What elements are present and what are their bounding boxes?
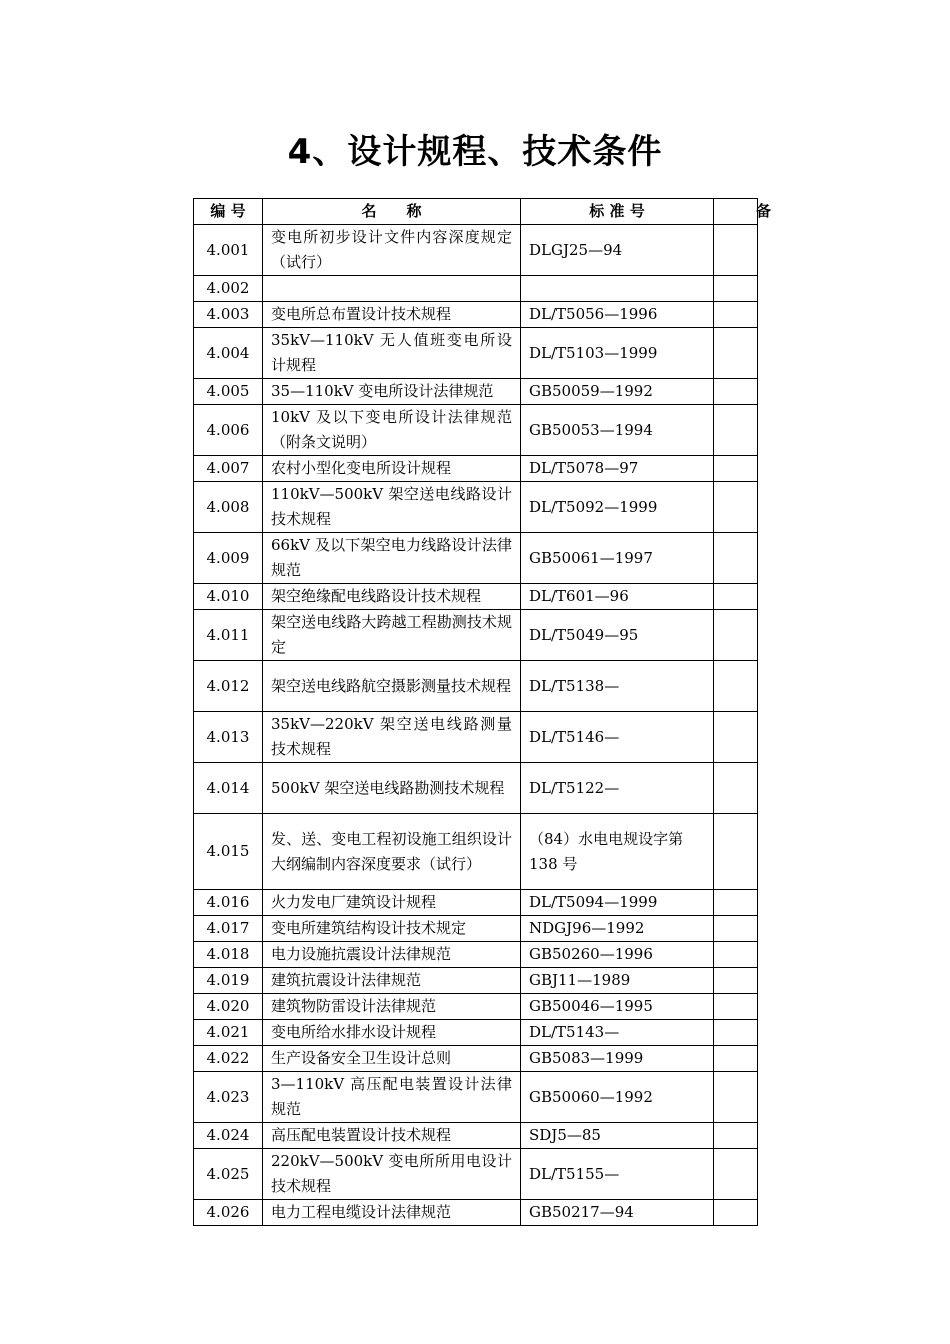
cell-name: 电力工程电缆设计法律规范 [263, 1200, 521, 1226]
table-row [194, 379, 758, 405]
cell-standard: DL/T5122— [521, 763, 714, 814]
table-row [194, 763, 758, 814]
cell-name: 架空绝缘配电线路设计技术规程 [263, 584, 521, 610]
cell-remark [714, 968, 758, 994]
table-row [194, 1149, 758, 1200]
cell-remark [714, 994, 758, 1020]
cell-standard: DL/T5056—1996 [521, 302, 714, 328]
cell-no: 4.021 [194, 1020, 263, 1046]
cell-name: 变电所初步设计文件内容深度规定（试行） [263, 225, 521, 276]
table-row [194, 584, 758, 610]
cell-remark [714, 890, 758, 916]
header-remark-text: 备 [756, 202, 772, 220]
cell-name: 发、送、变电工程初设施工组织设计大纲编制内容深度要求（试行） [263, 814, 521, 890]
cell-no: 4.007 [194, 456, 263, 482]
cell-no: 4.011 [194, 610, 263, 661]
cell-remark [714, 276, 758, 302]
cell-name: 架空送电线路大跨越工程勘测技术规定 [263, 610, 521, 661]
table-row [194, 890, 758, 916]
table-row [194, 1200, 758, 1226]
cell-standard: SDJ5—85 [521, 1123, 714, 1149]
cell-name: 建筑抗震设计法律规范 [263, 968, 521, 994]
cell-remark [714, 1020, 758, 1046]
cell-no: 4.014 [194, 763, 263, 814]
table-row [194, 405, 758, 456]
cell-standard: GB50059—1992 [521, 379, 714, 405]
table-row [194, 968, 758, 994]
cell-no: 4.004 [194, 328, 263, 379]
cell-name: 电力设施抗震设计法律规范 [263, 942, 521, 968]
cell-name: 生产设备安全卫生设计总则 [263, 1046, 521, 1072]
cell-name: 110kV—500kV 架空送电线路设计技术规程 [263, 482, 521, 533]
cell-standard: DL/T5155— [521, 1149, 714, 1200]
table-row [194, 1072, 758, 1123]
table-body [194, 225, 758, 1226]
cell-standard: DL/T5078—97 [521, 456, 714, 482]
table-row [194, 994, 758, 1020]
table-row [194, 533, 758, 584]
cell-no: 4.009 [194, 533, 263, 584]
table-row [194, 276, 758, 302]
table-row [194, 712, 758, 763]
cell-remark [714, 916, 758, 942]
cell-no: 4.008 [194, 482, 263, 533]
cell-no: 4.001 [194, 225, 263, 276]
cell-standard: DL/T5138— [521, 661, 714, 712]
cell-standard [521, 276, 714, 302]
cell-no: 4.026 [194, 1200, 263, 1226]
table-row [194, 302, 758, 328]
cell-remark [714, 610, 758, 661]
table-row [194, 661, 758, 712]
cell-name: 高压配电装置设计技术规程 [263, 1123, 521, 1149]
cell-name: 220kV—500kV 变电所所用电设计技术规程 [263, 1149, 521, 1200]
cell-name: 500kV 架空送电线路勘测技术规程 [263, 763, 521, 814]
cell-standard: GBJ11—1989 [521, 968, 714, 994]
cell-remark [714, 1200, 758, 1226]
cell-no: 4.017 [194, 916, 263, 942]
cell-no: 4.003 [194, 302, 263, 328]
cell-name: 变电所给水排水设计规程 [263, 1020, 521, 1046]
table-row [194, 1123, 758, 1149]
cell-name: 35—110kV 变电所设计法律规范 [263, 379, 521, 405]
header-remark [714, 199, 772, 225]
cell-no: 4.019 [194, 968, 263, 994]
cell-standard: DL/T5143— [521, 1020, 714, 1046]
cell-no: 4.020 [194, 994, 263, 1020]
table-row [194, 814, 758, 890]
cell-remark [714, 1149, 758, 1200]
cell-standard: （84）水电电规设字第138 号 [521, 814, 714, 890]
cell-remark [714, 814, 758, 890]
cell-remark [714, 482, 758, 533]
cell-name: 10kV 及以下变电所设计法律规范（附条文说明） [263, 405, 521, 456]
cell-no: 4.024 [194, 1123, 263, 1149]
cell-name: 3—110kV 高压配电装置设计法律规范 [263, 1072, 521, 1123]
header-name: 名 称 [263, 199, 521, 225]
cell-no: 4.005 [194, 379, 263, 405]
cell-remark [714, 712, 758, 763]
table-row [194, 328, 758, 379]
cell-name: 变电所建筑结构设计技术规定 [263, 916, 521, 942]
page-title: 4、设计规程、技术条件 [287, 132, 663, 172]
table-row [194, 1020, 758, 1046]
cell-standard: GB50046—1995 [521, 994, 714, 1020]
table-row [194, 225, 758, 276]
cell-standard: DL/T5049—95 [521, 610, 714, 661]
cell-no: 4.018 [194, 942, 263, 968]
cell-remark [714, 1123, 758, 1149]
table-row [194, 942, 758, 968]
cell-name: 35kV—220kV 架空送电线路测量技术规程 [263, 712, 521, 763]
table-row [194, 456, 758, 482]
cell-standard: DL/T5146— [521, 712, 714, 763]
cell-standard: GB50260—1996 [521, 942, 714, 968]
cell-standard: GB50061—1997 [521, 533, 714, 584]
standards-table [193, 198, 772, 1226]
cell-name: 建筑物防雷设计法律规范 [263, 994, 521, 1020]
cell-remark [714, 379, 758, 405]
cell-standard: GB50060—1992 [521, 1072, 714, 1123]
cell-no: 4.010 [194, 584, 263, 610]
header-no: 编 号 [194, 199, 263, 225]
cell-no: 4.006 [194, 405, 263, 456]
cell-name: 农村小型化变电所设计规程 [263, 456, 521, 482]
cell-no: 4.002 [194, 276, 263, 302]
cell-no: 4.013 [194, 712, 263, 763]
cell-remark [714, 405, 758, 456]
cell-no: 4.015 [194, 814, 263, 890]
cell-standard: NDGJ96—1992 [521, 916, 714, 942]
cell-remark [714, 661, 758, 712]
cell-standard: GB5083—1999 [521, 1046, 714, 1072]
cell-standard: DL/T601—96 [521, 584, 714, 610]
cell-name: 架空送电线路航空摄影测量技术规程 [263, 661, 521, 712]
cell-remark [714, 302, 758, 328]
cell-standard: DL/T5092—1999 [521, 482, 714, 533]
cell-standard: DL/T5103—1999 [521, 328, 714, 379]
cell-remark [714, 533, 758, 584]
cell-remark [714, 763, 758, 814]
table-row [194, 916, 758, 942]
table-row [194, 610, 758, 661]
cell-name: 66kV 及以下架空电力线路设计法律规范 [263, 533, 521, 584]
cell-standard: DLGJ25—94 [521, 225, 714, 276]
cell-name [263, 276, 521, 302]
cell-remark [714, 456, 758, 482]
cell-standard: GB50217—94 [521, 1200, 714, 1226]
cell-name: 火力发电厂建筑设计规程 [263, 890, 521, 916]
cell-no: 4.012 [194, 661, 263, 712]
cell-remark [714, 1046, 758, 1072]
cell-remark [714, 225, 758, 276]
cell-standard: DL/T5094—1999 [521, 890, 714, 916]
cell-standard: GB50053—1994 [521, 405, 714, 456]
cell-no: 4.023 [194, 1072, 263, 1123]
header-standard: 标 准 号 [521, 199, 714, 225]
cell-remark [714, 1072, 758, 1123]
cell-remark [714, 328, 758, 379]
cell-name: 变电所总布置设计技术规程 [263, 302, 521, 328]
cell-no: 4.025 [194, 1149, 263, 1200]
cell-remark [714, 942, 758, 968]
table-row [194, 482, 758, 533]
cell-remark [714, 584, 758, 610]
cell-name: 35kV—110kV 无人值班变电所设计规程 [263, 328, 521, 379]
cell-no: 4.016 [194, 890, 263, 916]
table-row [194, 1046, 758, 1072]
table-header-row [194, 199, 758, 225]
cell-no: 4.022 [194, 1046, 263, 1072]
